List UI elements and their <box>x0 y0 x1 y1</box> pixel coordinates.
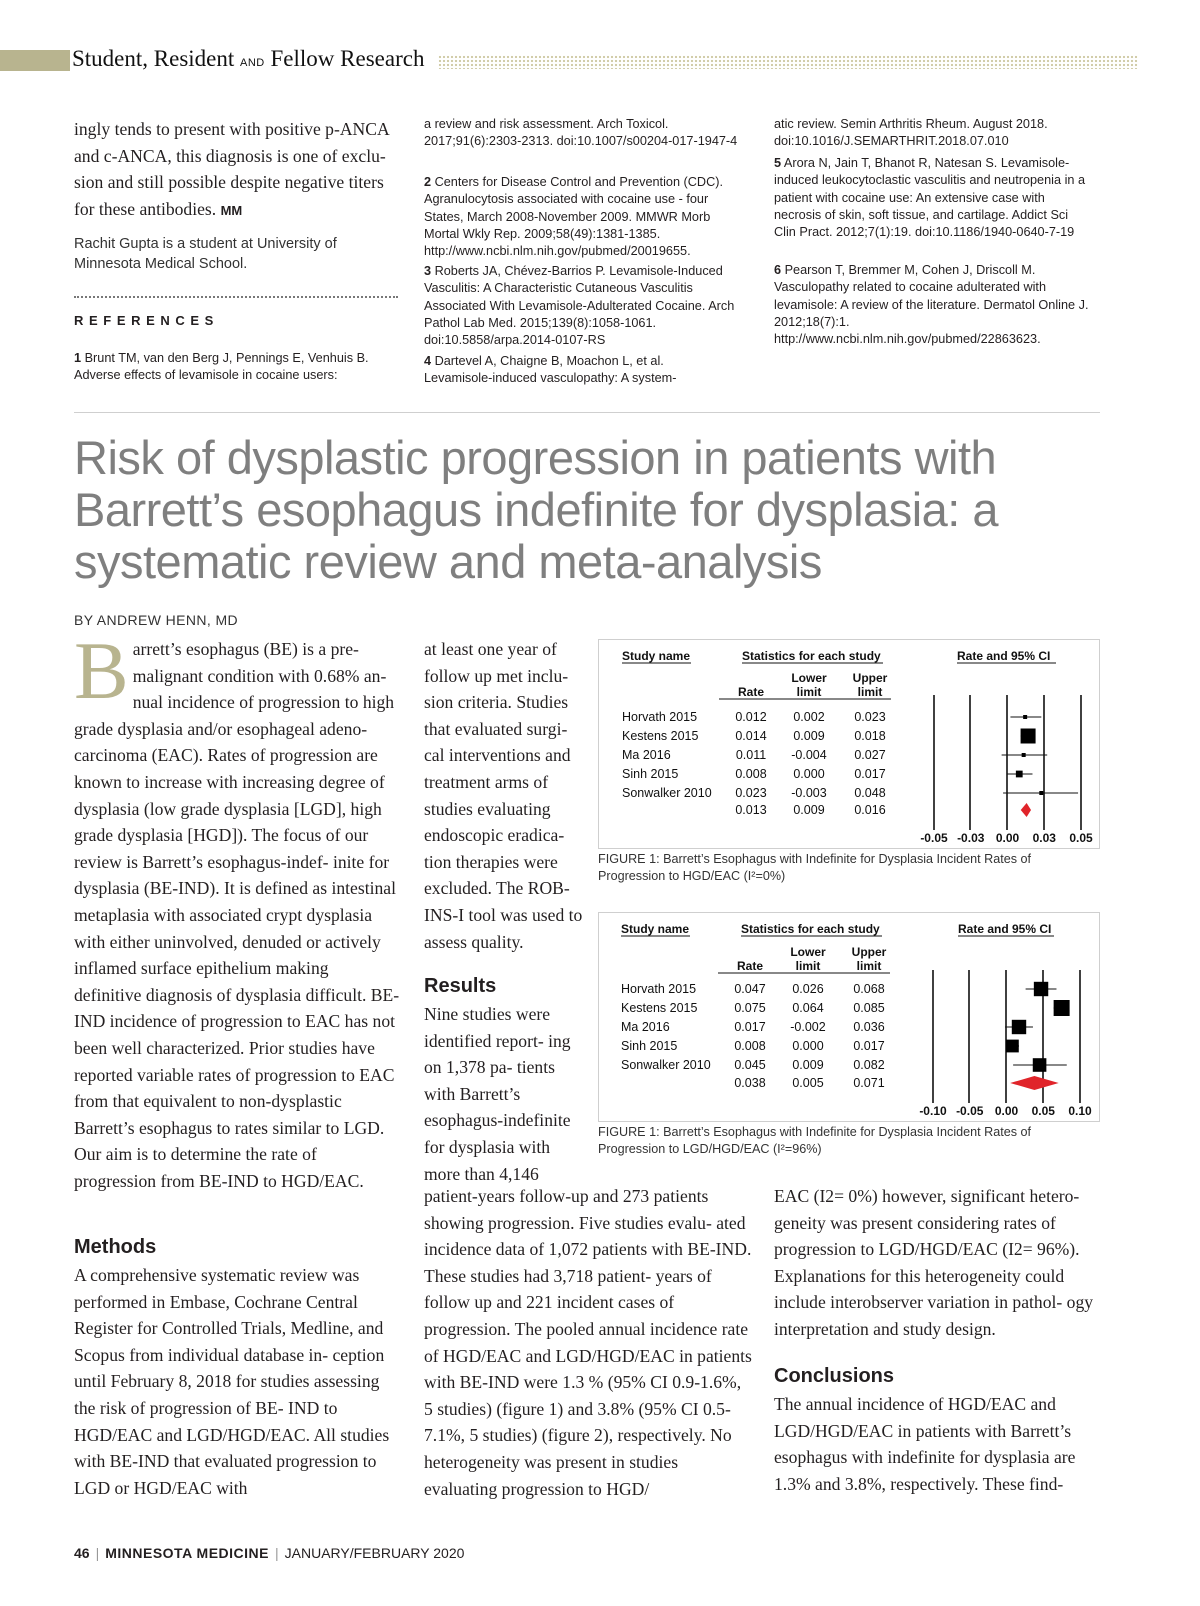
study-name: Ma 2016 <box>621 1020 670 1034</box>
study-name: Sinh 2015 <box>621 1039 678 1053</box>
study-rate: 0.014 <box>735 729 767 743</box>
pooled-lower-limit: 0.005 <box>792 1076 824 1090</box>
study-square <box>1016 771 1023 778</box>
study-upper-limit: 0.023 <box>854 710 886 724</box>
pooled-lower-limit: 0.009 <box>793 803 825 817</box>
x-tick-label: -0.05 <box>956 1104 984 1118</box>
section-header <box>72 46 424 72</box>
pooled-upper-limit: 0.016 <box>854 803 886 817</box>
study-rate: 0.008 <box>735 767 767 781</box>
study-square <box>1021 729 1036 744</box>
x-tick-label: -0.03 <box>957 831 985 845</box>
forest-plot-body <box>622 695 1093 845</box>
footer: 46 | MINNESOTA MEDICINE | JANUARY/FEBRUARY 2020 <box>74 1545 465 1561</box>
study-square <box>1012 1020 1026 1034</box>
results-paragraph-a: Nine studies were identified report- ing on 1,378 pa- tients with Barrett’s esophagus-indefinite for dysplasia with more than 4,146 <box>424 1004 571 1184</box>
reference-6: 6 Pearson T, Bremmer M, Cohen J, Driscoll M. Vasculopathy related to cocaine adulterated with levamisole: A review of the literature. Dermatol Online J. 2012;18(7):1. http://www.ncbi.nlm.nih.gov/pubmed/22863623. <box>774 263 1089 347</box>
study-rate: 0.075 <box>734 1001 766 1015</box>
study-square <box>1033 1058 1047 1072</box>
prev-article-text: ingly tends to present with positive p-ANCA and c-ANCA, this diagnosis is one of exclu- sion and still possible despite negative titers for these antibodies. <box>74 119 389 219</box>
study-lower-limit: 0.064 <box>792 1001 824 1015</box>
header-upper: Upper <box>852 671 888 685</box>
x-tick-label: -0.10 <box>919 1104 947 1118</box>
prev-article-ending <box>74 116 402 224</box>
header-study-name: Study name <box>622 649 691 663</box>
methods-continued: at least one year of follow up met inclu- sion criteria. Studies that evaluated surgi- cal interventions and treatment arms of studies evaluating endoscopic eradica- tion therapies were excluded. The ROB- INS-I tool was used to assess quality. <box>424 639 583 952</box>
header-upper-limit: limit <box>856 959 882 973</box>
header-part2: Fellow Research <box>270 46 425 71</box>
study-name: Horvath 2015 <box>622 710 698 724</box>
pooled-diamond <box>1010 1076 1059 1090</box>
conclusions-heading: Conclusions <box>774 1365 895 1387</box>
study-lower-limit: -0.002 <box>790 1020 826 1034</box>
study-name: Horvath 2015 <box>621 982 697 996</box>
study-rate: 0.011 <box>735 748 767 762</box>
page-number: 46 <box>74 1545 90 1561</box>
study-rate: 0.023 <box>735 786 767 800</box>
reference-1: 1 Brunt TM, van den Berg J, Pennings E, Venhuis B. Adverse effects of levamisole in cocaine users: <box>74 351 369 383</box>
study-lower-limit: 0.009 <box>792 1058 824 1072</box>
references-heading: R E F E R E N C E S <box>74 313 215 328</box>
study-rate: 0.008 <box>734 1039 766 1053</box>
end-mark: MM <box>220 202 243 218</box>
study-upper-limit: 0.017 <box>854 767 886 781</box>
pooled-diamond <box>1021 803 1031 817</box>
study-square <box>1006 1040 1019 1053</box>
references-divider <box>74 296 398 298</box>
pooled-rate: 0.013 <box>735 803 767 817</box>
intro-paragraph <box>74 625 400 1194</box>
forest-plot-hgd-eac <box>599 640 1099 848</box>
header-lower: Lower <box>790 945 826 959</box>
author-bio: Rachit Gupta is a student at University of Minnesota Medical School. <box>74 236 337 272</box>
study-upper-limit: 0.082 <box>853 1058 885 1072</box>
byline: BY ANDREW HENN, MD <box>74 612 239 628</box>
study-rate: 0.045 <box>734 1058 766 1072</box>
study-name: Kestens 2015 <box>621 1001 698 1015</box>
study-name: Sinh 2015 <box>622 767 679 781</box>
x-tick-label: -0.05 <box>920 831 948 845</box>
header-rate-ci: Rate and 95% CI <box>957 649 1051 663</box>
x-tick-label: 0.00 <box>994 1104 1019 1118</box>
study-square <box>1022 753 1026 757</box>
header-lower-limit: limit <box>796 685 822 699</box>
header-accent-bar <box>0 50 70 71</box>
study-lower-limit: 0.000 <box>793 767 825 781</box>
figure-2-caption: FIGURE 1: Barrett’s Esophagus with Indefinite for Dysplasia Incident Rates of Progression to LGD/HGD/EAC (I²=96%) <box>598 1125 1032 1156</box>
study-lower-limit: -0.004 <box>791 748 827 762</box>
header-lower: Lower <box>791 671 827 685</box>
header-dot-pattern <box>438 55 1138 69</box>
results-heading: Results <box>424 975 497 997</box>
study-lower-limit: 0.000 <box>792 1039 824 1053</box>
results-paragraph-c: EAC (I2= 0%) however, significant hetero- geneity was present considering rates of progression to LGD/HGD/EAC (I2= 96%). Explanations for this heterogeneity could include interobserver variation in pathol- ogy interpretation and study design. <box>774 1186 1094 1339</box>
header-and: AND <box>240 57 265 69</box>
pooled-upper-limit: 0.071 <box>853 1076 885 1090</box>
study-rate: 0.047 <box>734 982 766 996</box>
x-tick-label: 0.05 <box>1069 831 1093 845</box>
forest-plot-body <box>621 970 1092 1118</box>
article-divider <box>74 412 1100 413</box>
study-rate: 0.012 <box>735 710 767 724</box>
study-name: Ma 2016 <box>622 748 671 762</box>
forest-plot-lgd-hgd-eac <box>599 913 1099 1121</box>
header-lower-limit: limit <box>795 959 821 973</box>
study-name: Sonwalker 2010 <box>621 1058 711 1072</box>
header-upper: Upper <box>851 945 887 959</box>
study-name: Kestens 2015 <box>622 729 699 743</box>
study-upper-limit: 0.017 <box>853 1039 885 1053</box>
study-upper-limit: 0.085 <box>853 1001 885 1015</box>
x-tick-label: 0.03 <box>1032 831 1056 845</box>
study-lower-limit: -0.003 <box>791 786 827 800</box>
results-paragraph-b: patient-years follow-up and 273 patients showing progression. Five studies evalu- ated incidence data of 1,072 patients with BE-IND. These studies had 3,718 patient- years of follow up and 221 incident cases of progression. The pooled annual incidence rate of HGD/EAC and LGD/HGD/EAC in patients with BE-IND were 1.3 % (95% CI 0.9-1.6%, 5 studies) (figure 1) and 3.8% (95% CI 0.5-7.1%, 5 studies) (figure 2), respectively. No heterogeneity was present in studies evaluating progression to HGD/ <box>424 1186 752 1499</box>
header-part1: Student, Resident <box>72 46 235 71</box>
study-lower-limit: 0.009 <box>793 729 825 743</box>
figure-1-box <box>598 639 1100 849</box>
study-lower-limit: 0.002 <box>793 710 825 724</box>
reference-4: 4 Dartevel A, Chaigne B, Moachon L, et al. Levamisole-induced vasculopathy: A system- <box>424 354 677 386</box>
reference-1-cont: a review and risk assessment. Arch Toxicol. 2017;91(6):2303-2313. doi:10.1007/s00204-017-1947-4 <box>424 117 738 149</box>
drop-cap: B <box>74 625 129 716</box>
reference-3: 3 Roberts JA, Chévez-Barrios P. Levamisole-Induced Vasculitis: A Characteristic Cutaneous Vasculitis Associated With Levamisole-Adulterated Cocaine. Arch Pathol Lab Med. 2015;139(8):1058-1061. doi:10.5858/arpa.2014-0107-RS <box>424 264 735 348</box>
issue-date: JANUARY/FEBRUARY 2020 <box>284 1545 465 1561</box>
figure-2-box <box>598 912 1100 1122</box>
study-upper-limit: 0.027 <box>854 748 886 762</box>
publication-name: MINNESOTA MEDICINE <box>105 1545 269 1561</box>
header-statistics: Statistics for each study <box>741 922 880 936</box>
article-title: Risk of dysplastic progression in patients with Barrett’s esophagus indefinite for dysplasia: a systematic review and meta-analysis <box>74 431 999 588</box>
x-tick-label: 0.00 <box>995 831 1020 845</box>
figure-1-caption: FIGURE 1: Barrett’s Esophagus with Indefinite for Dysplasia Incident Rates of Progression to HGD/EAC (I²=0%) <box>598 852 1032 883</box>
x-tick-label: 0.05 <box>1031 1104 1055 1118</box>
study-lower-limit: 0.026 <box>792 982 824 996</box>
header-rate: Rate <box>736 959 764 973</box>
study-name: Sonwalker 2010 <box>622 786 712 800</box>
reference-5: 5 Arora N, Jain T, Bhanot R, Natesan S. Levamisole-induced leukocytoclastic vasculitis and neutropenia in a patient with cocaine use: An extensive case with necrosis of skin, soft tissue, and cartilage. Addict Sci Clin Pract. 2012;7(1):19. doi:10.1186/1940-0640-7-19 <box>774 156 1086 240</box>
header-rate-ci: Rate and 95% CI <box>958 922 1052 936</box>
methods-paragraph: A comprehensive systematic review was performed in Embase, Cochrane Central Register for Controlled Trials, Medline, and Scopus from individual database in- ception until February 8, 2018 for studies assessing the risk of progression of BE- IND to HGD/EAC and LGD/HGD/EAC. All studies with BE-IND that evaluated progression to LGD or HGD/EAC with <box>74 1265 390 1498</box>
header-upper-limit: limit <box>857 685 883 699</box>
study-upper-limit: 0.048 <box>854 786 886 800</box>
study-upper-limit: 0.036 <box>853 1020 885 1034</box>
study-square <box>1054 1000 1070 1016</box>
reference-4-cont: atic review. Semin Arthritis Rheum. August 2018. doi:10.1016/J.SEMARTHRIT.2018.07.010 <box>774 117 1048 149</box>
conclusions-paragraph: The annual incidence of HGD/EAC and LGD/HGD/EAC in patients with Barrett’s esophagus with indefinite for dysplasia are 1.3% and 3.8%, respectively. These find- <box>774 1394 1076 1494</box>
intro-text: arrett’s esophagus (BE) is a pre- malignant condition with 0.68% an- nual incidence of progression to high grade dysplasia and/or esophageal adeno- carcinoma (EAC). Rates of progression are known to increase with increasing degree of dysplasia (low grade dysplasia [LGD], high grade dysplasia [HGD]). The focus of our review is Barrett’s esophagus-indef- inite for dysplasia (BE-IND). It is defined as intestinal metaplasia with associated crypt dysplasia with either uninvolved, denuded or actively inflamed surface epithelium making definitive diagnosis of dysplasia difficult. BE-IND incidence of progression to EAC has not been well characterized. Prior studies have reported variable rates of progression to EAC from that equivalent to non-dysplastic Barrett’s esophagus to rates similar to LGD. Our aim is to determine the rate of progression from BE-IND to HGD/EAC. <box>74 639 400 1191</box>
study-upper-limit: 0.068 <box>853 982 885 996</box>
study-square <box>1034 982 1048 996</box>
study-rate: 0.017 <box>734 1020 766 1034</box>
study-upper-limit: 0.018 <box>854 729 886 743</box>
reference-2: 2 Centers for Disease Control and Prevention (CDC). Agranulocytosis associated with cocaine use - four States, March 2008-November 2009. MMWR Morb Mortal Wkly Rep. 2009;58(49):1381-1385. http://www.ncbi.nlm.nih.gov/pubmed/20019655. <box>424 175 723 259</box>
methods-heading: Methods <box>74 1236 157 1258</box>
study-square <box>1023 715 1027 719</box>
header-rate: Rate <box>737 685 765 699</box>
header-statistics: Statistics for each study <box>742 649 881 663</box>
study-square <box>1039 791 1043 795</box>
pooled-rate: 0.038 <box>734 1076 766 1090</box>
x-tick-label: 0.10 <box>1068 1104 1092 1118</box>
header-study-name: Study name <box>621 922 690 936</box>
